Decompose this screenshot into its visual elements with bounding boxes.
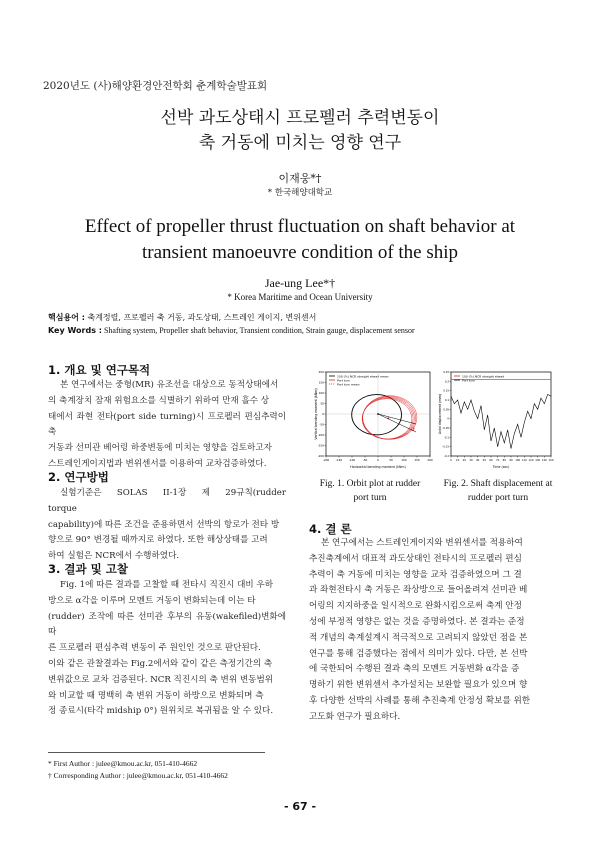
english-author: Jae-ung Lee*† (264, 276, 336, 290)
figure-2-caption-line-1: Fig. 2. Shaft displacement at (443, 479, 553, 489)
fig2-x-tick-label: 30 (469, 459, 473, 462)
fig1-x-axis-label: Horizontal bending moment (kNm) (350, 465, 406, 469)
fig1-y-tick-label: 50 (320, 401, 324, 406)
section-2-title: 2. 연구방법 (48, 470, 109, 484)
fig1-x-tick-label: -200 (322, 458, 330, 462)
korean-keywords (48, 312, 316, 324)
page-number: - 67 - (283, 800, 317, 813)
paragraph-line: 이와 같은 관찰결과는 Fig.2에서와 같이 같은 측정기간의 축 (48, 658, 273, 669)
paragraph-line: 후 다양한 선박의 사례를 통해 추진축계 안정성 확보를 위한 (309, 695, 531, 706)
fig1-y-tick-label: -200 (317, 454, 324, 458)
fig2-plot-frame (451, 372, 551, 456)
figure-2-caption (434, 477, 562, 505)
paragraph-line: 어링의 지지하중을 일시적으로 완화시킴으로써 축계 안정 (309, 601, 522, 612)
fig1-x-tick-label: 200 (427, 458, 433, 462)
fig1-y-tick-label: 0 (322, 412, 324, 416)
fig1-legend-label-3: Port turn mean (337, 382, 360, 387)
fig2-y-tick-label: 0.15 (443, 389, 449, 393)
paragraph-line: 추력이 축 거동에 미치는 영향을 교차 검증하였으며 그 결 (309, 569, 522, 580)
fig2-x-tick-label: 70 (496, 459, 500, 462)
paragraph-line: 변위값으로 교차 검증된다. NCR 직진시의 축 변위 변동범위 (48, 674, 274, 685)
fig1-y-tick-label: -50 (319, 422, 324, 427)
fig2-y-tick-label: 0 (447, 417, 449, 421)
fig2-legend-label-1: 100 (%) NCR straight ahead (462, 374, 505, 379)
fig2-y-tick-label: -0.05 (442, 427, 449, 430)
figure-2-shaft-displacement (437, 368, 555, 470)
fig2-x-tick-label: 140 (541, 459, 547, 462)
fig1-x-ticks (323, 456, 433, 462)
english-title-line-1: Effect of propeller thrust fluctuation on shaft behavior at (84, 216, 516, 237)
fig2-y-tick-label: 0.05 (443, 408, 449, 412)
paragraph-line: 방으로 α각을 이루며 모멘트 거동이 변화되는데 이는 타 (48, 595, 256, 606)
paragraph-line: 실험기준은 SOLAS II-1장 제 29규칙(rudder torque (48, 488, 286, 514)
fig1-x-tick-label: 0 (377, 458, 379, 462)
fig2-y-tick-label: 0.1 (444, 399, 449, 402)
paragraph-line: 명하기 위한 변위센서 추가설치는 보완할 필요가 있으며 향 (309, 680, 528, 691)
fig2-x-tick-label: 120 (528, 459, 534, 462)
fig1-x-tick-label: 100 (401, 458, 407, 462)
paragraph-line: 와 비교할 때 명백히 축 변위 거동이 하방으로 변화되며 측 (48, 690, 264, 701)
section-3-title: 3. 결과 및 고찰 (48, 562, 128, 576)
fig2-y-axis-label: Axial displacement (mm) (438, 394, 442, 434)
section-4-title: 4. 결 론 (309, 522, 352, 536)
section-1-body (48, 378, 286, 473)
korean-title-line-2: 축 거동에 미치는 영향 연구 (198, 133, 402, 153)
fig1-x-tick-label: -100 (348, 458, 356, 462)
fig2-y-tick-label: -0.15 (442, 445, 449, 449)
fig2-y-tick-label: -0.2 (443, 455, 449, 458)
section-1-title: 1. 개요 및 연구목적 (48, 363, 151, 377)
fig1-y-tick-label: 200 (318, 370, 324, 374)
english-keywords (48, 325, 415, 337)
fig2-x-tick-label: 40 (476, 459, 480, 462)
paragraph-line: 성에 부정적 영향은 없는 것을 증명하였다. 본 결과는 준정 (309, 616, 525, 627)
figure-1-caption-line-1: Fig. 1. Orbit plot at rudder (319, 479, 421, 489)
paragraph-line: capability)에 따른 조건을 준용하면서 선박의 항로가 전타 방 (48, 519, 280, 530)
fig2-x-ticks (450, 456, 554, 462)
figure-1-caption-line-2: port turn (353, 493, 387, 503)
paragraph-line: 태에서 좌현 전타(port side turning)시 프로펠러 편심추력이 축 (48, 411, 286, 438)
footnote-corresponding-author: † Corresponding Author : julee@kmou.ac.kr, 051-410-4662 (48, 771, 228, 780)
fig2-y-tick-label: 0.25 (443, 371, 449, 374)
footnote-first-author: * First Author : julee@kmou.ac.kr, 051-410-4662 (48, 759, 198, 768)
conference-header: 2020년도 (사)해양환경안전학회 춘계학술발표회 (43, 80, 268, 92)
fig1-legend-label-2: Port turn (337, 378, 351, 383)
fig1-alpha-label: α (411, 426, 415, 433)
english-keywords-label: Key Words : (48, 326, 102, 335)
fig2-x-tick-label: 90 (509, 459, 513, 462)
section-3-body (48, 578, 286, 720)
fig1-y-tick-label: 150 (318, 380, 324, 385)
fig2-y-tick-label: -0.1 (443, 436, 449, 440)
korean-affiliation: * 한국해양대학교 (267, 188, 333, 198)
fig1-y-axis-label: Vertical bending moment (kNm) (314, 388, 318, 440)
english-keywords-text: Shafting system, Propeller shaft behavior, Transient condition, Strain gauge, displacement sensor (103, 326, 415, 335)
paragraph-line: 추진축계에서 대표적 과도상태인 전타시의 프로펠러 편심 (309, 553, 522, 564)
paragraph-line: 정 종료시(타각 midship 0°) 원위치로 복귀됨을 알 수 있다. (48, 706, 274, 717)
english-affiliation: * Korea Maritime and Ocean University (227, 292, 373, 302)
paragraph-line: 연구를 통해 검증했다는 점에서 의미가 있다. 다만, 본 선박 (309, 648, 528, 659)
figure-1-orbit-plot (312, 368, 434, 470)
paragraph-line: Fig. 1에 따른 결과를 고찰할 때 전타시 직진시 대비 우하 (60, 580, 274, 590)
fig2-x-tick-label: 110 (521, 459, 527, 462)
korean-author: 이재웅*† (278, 172, 322, 185)
fig2-x-tick-label: 60 (489, 459, 493, 462)
section-2-body (48, 486, 286, 565)
fig2-x-tick-label: 0 (450, 459, 452, 462)
footnote-divider (48, 752, 265, 753)
fig2-x-axis-label: Time (sec) (492, 465, 510, 469)
fig1-x-tick-label: -150 (335, 458, 343, 462)
fig2-x-tick-label: 130 (535, 459, 541, 462)
paragraph-line: 의 축계장치 잠재 위험요소를 식별하기 위하여 만재 흘수 상 (48, 395, 270, 406)
fig2-x-tick-label: 20 (462, 459, 466, 462)
korean-title-line-1: 선박 과도상태시 프로펠러 추력변동이 (160, 108, 440, 128)
fig2-x-tick-label: 100 (515, 459, 521, 462)
fig1-y-tick-label: -100 (317, 433, 324, 437)
fig1-legend-label-1: 100 (%) NCR straight ahead mean (337, 374, 389, 379)
fig2-x-tick-label: 80 (502, 459, 506, 462)
paragraph-line: (rudder) 조작에 따른 선미관 후부의 유동(wakefiled)변화에 따 (48, 611, 286, 638)
fig1-y-ticks (318, 370, 326, 458)
fig2-y-ticks (442, 370, 451, 458)
fig1-y-tick-label: -150 (317, 443, 324, 448)
paragraph-line: 향으로 90° 변경될 때까지로 하였다. 또한 해상상태를 고려 (48, 535, 268, 546)
fig1-x-tick-label: -50 (362, 458, 368, 462)
paragraph-line: 적 개념의 축계설계시 적극적으로 고려되지 않았던 점을 본 (309, 632, 528, 643)
paragraph-line: 에 국한되어 수행된 결과 축의 모멘트 거동변화 α각을 증 (309, 664, 520, 675)
figure-1-caption (306, 477, 434, 505)
paragraph-line: 거동과 선미관 베어링 하중변동에 미치는 영향을 검토하고자 (48, 443, 272, 454)
paragraph-line: 른 프로펠러 편심추력 변동이 주 원인인 것으로 판단된다. (48, 643, 261, 654)
english-title-line-2: transient manoeuvre condition of the ship (141, 242, 459, 263)
fig1-x-tick-label: 150 (414, 458, 420, 462)
paragraph-line: 본 연구에서는 스트레인게이지와 변위센서를 적용하여 (321, 538, 523, 548)
fig2-legend-label-2: Port turn (462, 378, 476, 383)
korean-keywords-text: 축계정렬, 프로펠러 축 거동, 과도상태, 스트레인 게이지, 변위센서 (87, 313, 317, 322)
korean-keywords-label: 핵심용어 : (48, 313, 85, 322)
fig2-x-tick-label: 50 (482, 459, 486, 462)
section-4-body (309, 536, 553, 726)
fig2-y-tick-label: 0.2 (444, 380, 449, 384)
fig2-x-tick-label: 10 (456, 459, 460, 462)
paragraph-line: 하여 실험은 NCR에서 수행하였다. (48, 551, 180, 562)
paragraph-line: 고도화 연구가 필요하다. (309, 711, 401, 722)
fig1-y-tick-label: 100 (318, 391, 324, 395)
paragraph-line: 스트레인게이지법과 변위센서를 이용하여 교차검증하였다. (48, 458, 267, 469)
paragraph-line: 본 연구에서는 중형(MR) 유조선을 대상으로 동적상태에서 (60, 380, 279, 390)
figure-2-caption-line-2: rudder port turn (467, 493, 529, 503)
paragraph-line: 과 좌현전타시 축 거동은 좌상방으로 들어올려져 선미관 베 (309, 585, 528, 596)
fig2-x-tick-label: 150 (548, 459, 554, 462)
fig1-x-tick-label: 50 (389, 458, 393, 462)
